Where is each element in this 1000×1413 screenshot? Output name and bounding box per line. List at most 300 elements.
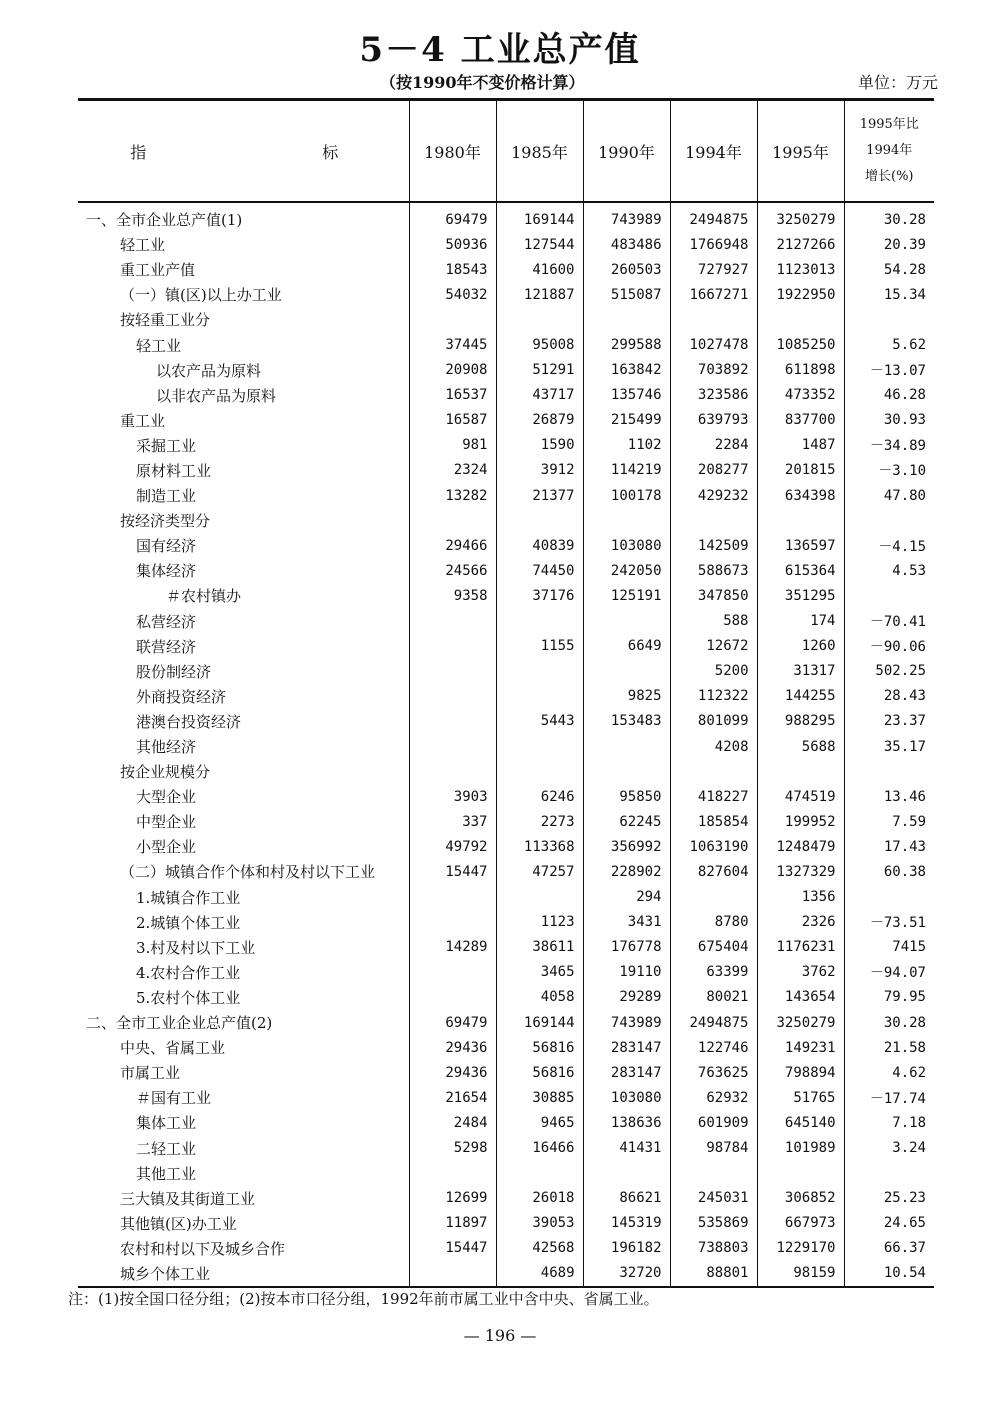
cell-v1980 [409, 307, 496, 332]
cell-v1995: 149231 [757, 1035, 844, 1060]
table-body [78, 202, 934, 1287]
cell-v1995: 1356 [757, 885, 844, 910]
cell-v1985: 169144 [496, 1010, 583, 1035]
cell-v1985 [496, 508, 583, 533]
cell-growth: 7415 [844, 935, 934, 960]
cell-v1990: 483486 [583, 232, 670, 257]
row-label: 轻工业 [120, 236, 166, 255]
cell-v1995: 1248479 [757, 834, 844, 859]
cell-growth: 47.80 [844, 483, 934, 508]
cell-v1980 [409, 885, 496, 910]
cell-v1994: 703892 [670, 358, 757, 383]
row-label: 重工业产值 [120, 261, 196, 280]
table-row [78, 684, 934, 709]
cell-v1995: 5688 [757, 734, 844, 759]
cell-v1990: 153483 [583, 709, 670, 734]
cell-v1985: 4058 [496, 985, 583, 1010]
cell-v1994: 418227 [670, 784, 757, 809]
cell-v1985 [496, 609, 583, 634]
cell-v1980: 37445 [409, 332, 496, 357]
row-label: 按轻重工业分 [120, 311, 211, 330]
table-row [78, 508, 934, 533]
cell-v1995: 144255 [757, 684, 844, 709]
cell-v1985: 26879 [496, 408, 583, 433]
row-label: 中型企业 [136, 813, 197, 832]
cell-growth [844, 508, 934, 533]
cell-v1980: 69479 [409, 202, 496, 232]
cell-v1994: 122746 [670, 1035, 757, 1060]
cell-v1985: 127544 [496, 232, 583, 257]
cell-v1995: 3250279 [757, 1010, 844, 1035]
cell-v1980: 16537 [409, 383, 496, 408]
table-row [78, 533, 934, 558]
cell-v1985: 42568 [496, 1236, 583, 1261]
cell-growth: 4.53 [844, 558, 934, 583]
row-label: 港澳台投资经济 [136, 712, 242, 731]
cell-v1995: 143654 [757, 985, 844, 1010]
cell-growth [844, 885, 934, 910]
cell-v1980: 981 [409, 433, 496, 458]
row-label: 5.农村个体工业 [136, 988, 241, 1007]
cell-v1995: 2127266 [757, 232, 844, 257]
cell-v1985: 56816 [496, 1060, 583, 1085]
cell-growth [844, 307, 934, 332]
row-label: 大型企业 [136, 788, 197, 807]
table-row [78, 483, 934, 508]
cell-v1990: 114219 [583, 458, 670, 483]
footnote: 注：(1)按全国口径分组；(2)按本市口径分组，1992年前市属工业中含中央、省属工业。 [68, 1290, 659, 1308]
cell-v1990: 62245 [583, 809, 670, 834]
cell-growth: －3.10 [844, 458, 934, 483]
table-row [78, 759, 934, 784]
row-label: 按企业规模分 [120, 763, 211, 782]
cell-v1990: 29289 [583, 985, 670, 1010]
cell-v1994: 2284 [670, 433, 757, 458]
cell-v1995: 3762 [757, 960, 844, 985]
cell-v1994 [670, 759, 757, 784]
cell-v1995: 1229170 [757, 1236, 844, 1261]
cell-v1985 [496, 684, 583, 709]
cell-v1980 [409, 684, 496, 709]
cell-v1990: 294 [583, 885, 670, 910]
row-label: 一、全市企业总产值(1) [86, 211, 243, 230]
cell-v1994: 588673 [670, 558, 757, 583]
table-row [78, 834, 934, 859]
cell-v1980 [409, 960, 496, 985]
cell-v1980: 14289 [409, 935, 496, 960]
cell-v1990: 41431 [583, 1135, 670, 1160]
table-row [78, 202, 934, 232]
cell-v1994 [670, 508, 757, 533]
cell-v1980: 15447 [409, 1236, 496, 1261]
cell-v1994: 62932 [670, 1085, 757, 1110]
cell-v1985: 169144 [496, 202, 583, 232]
cell-growth: －4.15 [844, 533, 934, 558]
cell-v1985: 74450 [496, 558, 583, 583]
cell-v1994: 1027478 [670, 332, 757, 357]
row-label: 以农产品为原料 [156, 361, 262, 380]
cell-v1994: 98784 [670, 1135, 757, 1160]
table-row [78, 1261, 934, 1287]
table-row [78, 1060, 934, 1085]
cell-v1995: 611898 [757, 358, 844, 383]
cell-v1995: 351295 [757, 583, 844, 608]
cell-v1994: 347850 [670, 583, 757, 608]
cell-v1994: 675404 [670, 935, 757, 960]
cell-v1994: 2494875 [670, 202, 757, 232]
cell-growth: 15.34 [844, 282, 934, 307]
cell-v1990: 135746 [583, 383, 670, 408]
cell-v1980: 2484 [409, 1110, 496, 1135]
cell-v1990 [583, 1161, 670, 1186]
cell-v1985 [496, 759, 583, 784]
row-label: 其他镇(区)办工业 [120, 1214, 237, 1233]
cell-growth: 17.43 [844, 834, 934, 859]
cell-v1994: 8780 [670, 910, 757, 935]
cell-v1995 [757, 508, 844, 533]
cell-v1980 [409, 634, 496, 659]
cell-v1994 [670, 307, 757, 332]
cell-v1990: 515087 [583, 282, 670, 307]
table-row [78, 709, 934, 734]
industrial-output-table [78, 98, 934, 1288]
cell-growth: 54.28 [844, 257, 934, 282]
cell-v1995: 615364 [757, 558, 844, 583]
cell-v1980: 29466 [409, 533, 496, 558]
cell-v1985: 21377 [496, 483, 583, 508]
cell-v1990: 215499 [583, 408, 670, 433]
cell-v1985: 121887 [496, 282, 583, 307]
cell-v1985: 5443 [496, 709, 583, 734]
cell-v1994: 827604 [670, 859, 757, 884]
cell-v1980: 69479 [409, 1010, 496, 1035]
table-row [78, 1135, 934, 1160]
cell-growth: －34.89 [844, 433, 934, 458]
cell-v1980: 5298 [409, 1135, 496, 1160]
cell-v1995: 1176231 [757, 935, 844, 960]
cell-v1994: 112322 [670, 684, 757, 709]
table-row [78, 634, 934, 659]
cell-v1995: 136597 [757, 533, 844, 558]
cell-v1980 [409, 734, 496, 759]
cell-v1990: 103080 [583, 1085, 670, 1110]
cell-v1985: 39053 [496, 1211, 583, 1236]
cell-v1994: 588 [670, 609, 757, 634]
cell-v1990: 100178 [583, 483, 670, 508]
cell-v1994: 4208 [670, 734, 757, 759]
table-row [78, 1010, 934, 1035]
row-label: 国有经济 [136, 537, 197, 556]
cell-v1980: 24566 [409, 558, 496, 583]
cell-v1990: 743989 [583, 202, 670, 232]
cell-v1990: 743989 [583, 1010, 670, 1035]
cell-growth: －90.06 [844, 634, 934, 659]
cell-v1985: 47257 [496, 859, 583, 884]
table-row [78, 859, 934, 884]
cell-growth: 46.28 [844, 383, 934, 408]
table-row [78, 784, 934, 809]
table-row [78, 358, 934, 383]
table-row [78, 960, 934, 985]
cell-v1985: 43717 [496, 383, 583, 408]
cell-growth: 7.59 [844, 809, 934, 834]
cell-v1995: 101989 [757, 1135, 844, 1160]
cell-v1995: 634398 [757, 483, 844, 508]
cell-v1995: 199952 [757, 809, 844, 834]
cell-v1985: 41600 [496, 257, 583, 282]
cell-v1990: 19110 [583, 960, 670, 985]
cell-growth: 21.58 [844, 1035, 934, 1060]
cell-v1995: 98159 [757, 1261, 844, 1287]
cell-v1985: 113368 [496, 834, 583, 859]
cell-v1990: 260503 [583, 257, 670, 282]
row-label: 轻工业 [136, 336, 182, 355]
row-label: 1.城镇合作工业 [136, 888, 241, 907]
row-label: 三大镇及其街道工业 [120, 1189, 256, 1208]
cell-v1990: 196182 [583, 1236, 670, 1261]
cell-growth: 13.46 [844, 784, 934, 809]
table-row [78, 1035, 934, 1060]
cell-v1995: 1085250 [757, 332, 844, 357]
cell-v1990 [583, 307, 670, 332]
cell-growth: 60.38 [844, 859, 934, 884]
cell-v1990: 283147 [583, 1035, 670, 1060]
table-row [78, 1110, 934, 1135]
cell-v1990: 138636 [583, 1110, 670, 1135]
row-label: 集体经济 [136, 562, 197, 581]
cell-growth: 30.28 [844, 1010, 934, 1035]
cell-v1985 [496, 734, 583, 759]
cell-v1990 [583, 508, 670, 533]
cell-v1985: 3465 [496, 960, 583, 985]
table-row [78, 734, 934, 759]
row-label: 其他经济 [136, 738, 197, 757]
cell-growth: －94.07 [844, 960, 934, 985]
cell-v1980: 20908 [409, 358, 496, 383]
cell-v1980: 3903 [409, 784, 496, 809]
cell-v1995: 1260 [757, 634, 844, 659]
cell-v1994: 142509 [670, 533, 757, 558]
cell-v1980: 9358 [409, 583, 496, 608]
cell-v1994: 763625 [670, 1060, 757, 1085]
cell-v1980: 13282 [409, 483, 496, 508]
cell-v1985: 95008 [496, 332, 583, 357]
table-row [78, 408, 934, 433]
cell-v1990: 228902 [583, 859, 670, 884]
cell-v1980: 54032 [409, 282, 496, 307]
unit-label: 单位：万元 [857, 73, 938, 92]
cell-v1994: 323586 [670, 383, 757, 408]
cell-v1994: 1667271 [670, 282, 757, 307]
table-header-row [78, 100, 934, 203]
cell-growth: 24.65 [844, 1211, 934, 1236]
cell-v1990: 356992 [583, 834, 670, 859]
cell-v1990: 6649 [583, 634, 670, 659]
cell-growth: 28.43 [844, 684, 934, 709]
row-label: （一）镇(区)以上办工业 [120, 286, 282, 305]
cell-v1995: 1487 [757, 433, 844, 458]
cell-v1995: 201815 [757, 458, 844, 483]
table-row [78, 809, 934, 834]
cell-v1994: 1063190 [670, 834, 757, 859]
cell-growth: 23.37 [844, 709, 934, 734]
cell-v1995: 473352 [757, 383, 844, 408]
cell-v1995 [757, 1161, 844, 1186]
cell-v1980: 50936 [409, 232, 496, 257]
row-label: 其他工业 [136, 1164, 197, 1183]
cell-v1980 [409, 1261, 496, 1287]
table-row [78, 583, 934, 608]
cell-v1980 [409, 659, 496, 684]
cell-v1985: 6246 [496, 784, 583, 809]
cell-v1995: 1327329 [757, 859, 844, 884]
row-label: 按经济类型分 [120, 512, 211, 531]
cell-v1995: 667973 [757, 1211, 844, 1236]
cell-growth: 3.24 [844, 1135, 934, 1160]
cell-v1990 [583, 659, 670, 684]
cell-v1980: 29436 [409, 1060, 496, 1085]
cell-v1990: 32720 [583, 1261, 670, 1287]
cell-growth: －17.74 [844, 1085, 934, 1110]
cell-v1985 [496, 307, 583, 332]
table-row [78, 383, 934, 408]
row-label: 中央、省属工业 [120, 1039, 226, 1058]
cell-growth: 30.93 [844, 408, 934, 433]
cell-v1995 [757, 307, 844, 332]
table-row [78, 1211, 934, 1236]
cell-growth: 10.54 [844, 1261, 934, 1287]
header-1990: 1990年 [583, 100, 670, 203]
table-row [78, 458, 934, 483]
row-label: 城乡个体工业 [78, 1261, 409, 1287]
cell-v1994: 429232 [670, 483, 757, 508]
row-label: 重工业 [120, 411, 166, 430]
cell-v1995: 798894 [757, 1060, 844, 1085]
table-row [78, 558, 934, 583]
cell-v1985: 4689 [496, 1261, 583, 1287]
cell-v1990: 125191 [583, 583, 670, 608]
row-label: （二）城镇合作个体和村及村以下工业 [120, 863, 376, 882]
cell-v1994: 80021 [670, 985, 757, 1010]
row-label: 制造工业 [136, 487, 197, 506]
cell-growth: 66.37 [844, 1236, 934, 1261]
cell-v1990: 1102 [583, 433, 670, 458]
cell-v1985: 1123 [496, 910, 583, 935]
page-number: — 196 — [463, 1326, 537, 1345]
cell-v1995: 837700 [757, 408, 844, 433]
table-row [78, 232, 934, 257]
cell-v1980 [409, 759, 496, 784]
row-label: 小型企业 [136, 838, 197, 857]
cell-v1985: 38611 [496, 935, 583, 960]
cell-v1985: 30885 [496, 1085, 583, 1110]
table-row [78, 1186, 934, 1211]
cell-v1994: 2494875 [670, 1010, 757, 1035]
row-label: 以非农产品为原料 [156, 386, 277, 405]
table-row [78, 332, 934, 357]
cell-v1995 [757, 759, 844, 784]
cell-v1994: 208277 [670, 458, 757, 483]
row-label: ＃国有工业 [136, 1089, 212, 1108]
cell-v1990 [583, 734, 670, 759]
table-row [78, 307, 934, 332]
cell-v1985: 1155 [496, 634, 583, 659]
cell-v1994: 63399 [670, 960, 757, 985]
cell-v1990: 163842 [583, 358, 670, 383]
cell-v1990: 86621 [583, 1186, 670, 1211]
cell-v1994: 1766948 [670, 232, 757, 257]
row-label: 采掘工业 [136, 436, 197, 455]
page-title: 5－4 工业总产值 [359, 30, 641, 70]
row-label: 联营经济 [136, 637, 197, 656]
cell-v1995: 1123013 [757, 257, 844, 282]
cell-v1980 [409, 910, 496, 935]
cell-v1995: 51765 [757, 1085, 844, 1110]
cell-v1995: 1922950 [757, 282, 844, 307]
cell-growth: －73.51 [844, 910, 934, 935]
cell-v1985: 26018 [496, 1186, 583, 1211]
cell-v1985: 2273 [496, 809, 583, 834]
cell-v1994: 801099 [670, 709, 757, 734]
cell-growth: 79.95 [844, 985, 934, 1010]
cell-growth: －70.41 [844, 609, 934, 634]
cell-v1985: 9465 [496, 1110, 583, 1135]
cell-v1990: 299588 [583, 332, 670, 357]
header-1980: 1980年 [409, 100, 496, 203]
cell-v1994 [670, 885, 757, 910]
cell-v1980: 29436 [409, 1035, 496, 1060]
cell-v1994: 12672 [670, 634, 757, 659]
cell-v1990: 283147 [583, 1060, 670, 1085]
cell-v1995: 645140 [757, 1110, 844, 1135]
row-label: 原材料工业 [136, 461, 212, 480]
table-row [78, 282, 934, 307]
cell-v1985 [496, 885, 583, 910]
row-label: 股份制经济 [136, 662, 212, 681]
cell-v1980 [409, 709, 496, 734]
cell-growth: 4.62 [844, 1060, 934, 1085]
cell-v1990 [583, 759, 670, 784]
cell-v1990 [583, 609, 670, 634]
cell-v1994: 738803 [670, 1236, 757, 1261]
cell-v1985 [496, 659, 583, 684]
cell-v1994: 535869 [670, 1211, 757, 1236]
cell-growth: 35.17 [844, 734, 934, 759]
cell-v1994: 245031 [670, 1186, 757, 1211]
cell-v1980 [409, 508, 496, 533]
cell-v1994: 185854 [670, 809, 757, 834]
cell-v1994: 88801 [670, 1261, 757, 1287]
cell-v1980: 16587 [409, 408, 496, 433]
cell-v1980: 49792 [409, 834, 496, 859]
table-row [78, 885, 934, 910]
row-label: 4.农村合作工业 [136, 963, 241, 982]
cell-v1985: 3912 [496, 458, 583, 483]
row-label: 3.村及村以下工业 [136, 938, 256, 957]
cell-v1994: 5200 [670, 659, 757, 684]
table-row [78, 433, 934, 458]
row-label: 集体工业 [136, 1114, 197, 1133]
table-row [78, 1236, 934, 1261]
cell-growth: 25.23 [844, 1186, 934, 1211]
cell-growth: 30.28 [844, 202, 934, 232]
cell-v1994 [670, 1161, 757, 1186]
row-label: 私营经济 [136, 612, 197, 631]
cell-v1980: 11897 [409, 1211, 496, 1236]
row-label: ＃农村镇办 [166, 587, 242, 606]
cell-v1985: 16466 [496, 1135, 583, 1160]
cell-v1980: 2324 [409, 458, 496, 483]
